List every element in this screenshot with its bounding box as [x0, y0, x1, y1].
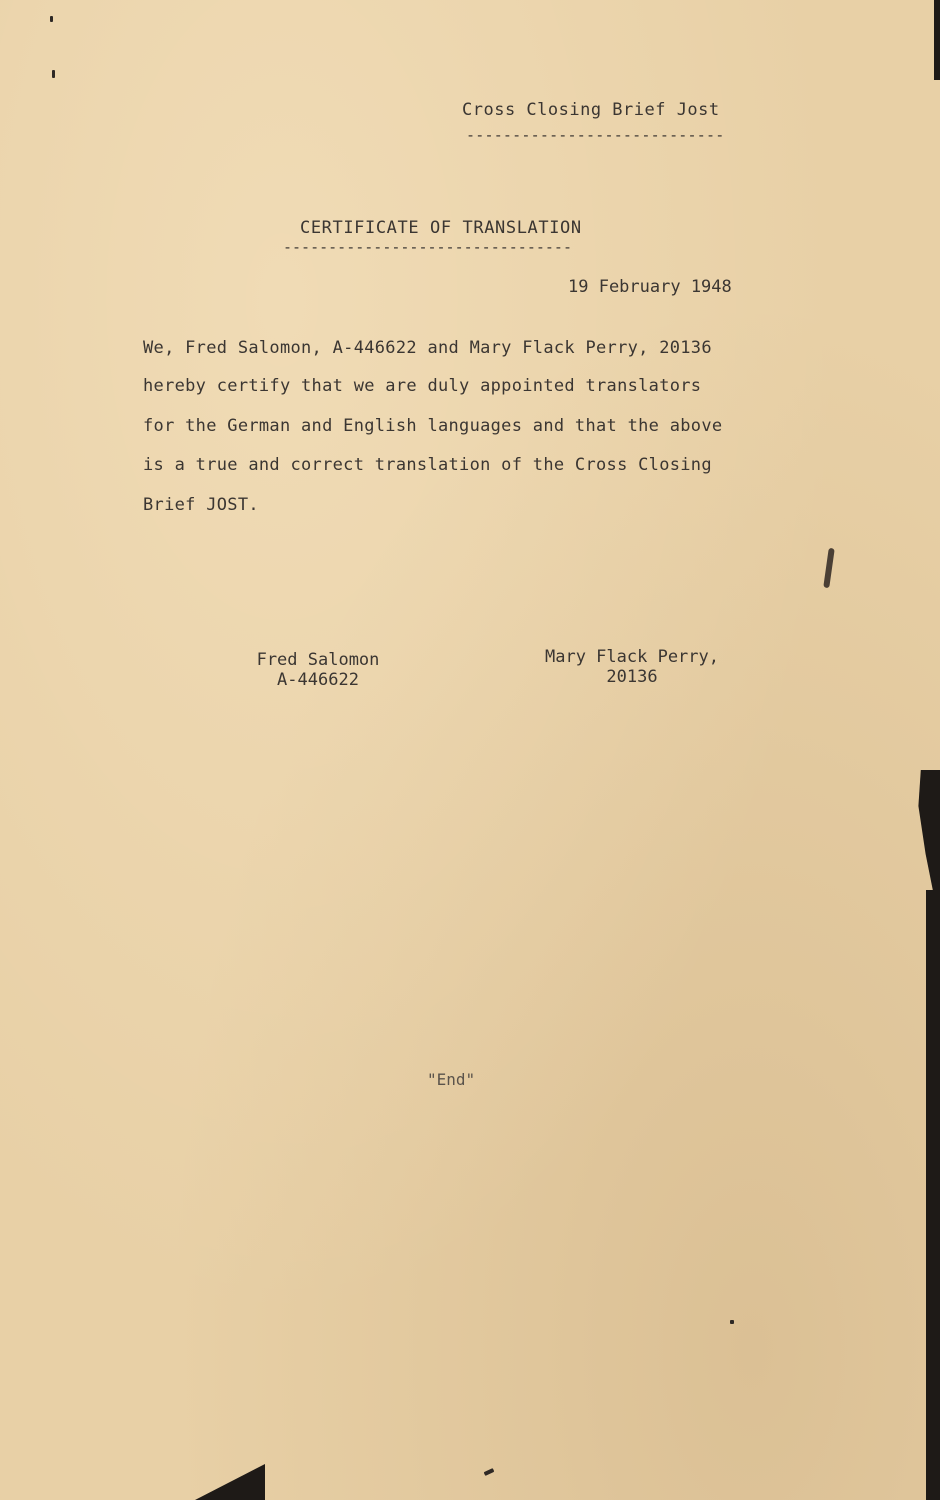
signatory-id: 20136 [606, 667, 658, 687]
speck [50, 16, 53, 22]
document-header: Cross Closing Brief Jost [462, 100, 720, 120]
title-underline: -------------------------------- [283, 238, 572, 256]
torn-edge [892, 770, 940, 890]
certificate-title: CERTIFICATE OF TRANSLATION [300, 218, 582, 238]
torn-corner [195, 1464, 265, 1500]
pen-mark [823, 548, 835, 588]
end-marker: "End" [427, 1070, 476, 1089]
signature-block-perry [522, 647, 742, 687]
body-line: We, Fred Salomon, A-446622 and Mary Flack Perry, 20136 [143, 338, 712, 358]
body-line: hereby certify that we are duly appointed translators [143, 376, 702, 396]
torn-edge [926, 890, 940, 1500]
torn-edge [934, 0, 940, 80]
body-line: for the German and English languages and that the above [143, 416, 723, 436]
speck [730, 1320, 734, 1324]
body-line: is a true and correct translation of the Cross Closing [143, 455, 712, 475]
signatory-id: A-446622 [277, 670, 359, 690]
body-line: Brief JOST. [143, 495, 259, 515]
speck [484, 1468, 495, 1476]
certificate-date: 19 February 1948 [568, 277, 732, 297]
signatory-name: Mary Flack Perry, [545, 647, 719, 667]
speck [52, 70, 55, 78]
header-underline: ---------------------------- [466, 126, 725, 144]
signature-block-salomon [238, 650, 398, 690]
signatory-name: Fred Salomon [256, 650, 380, 670]
